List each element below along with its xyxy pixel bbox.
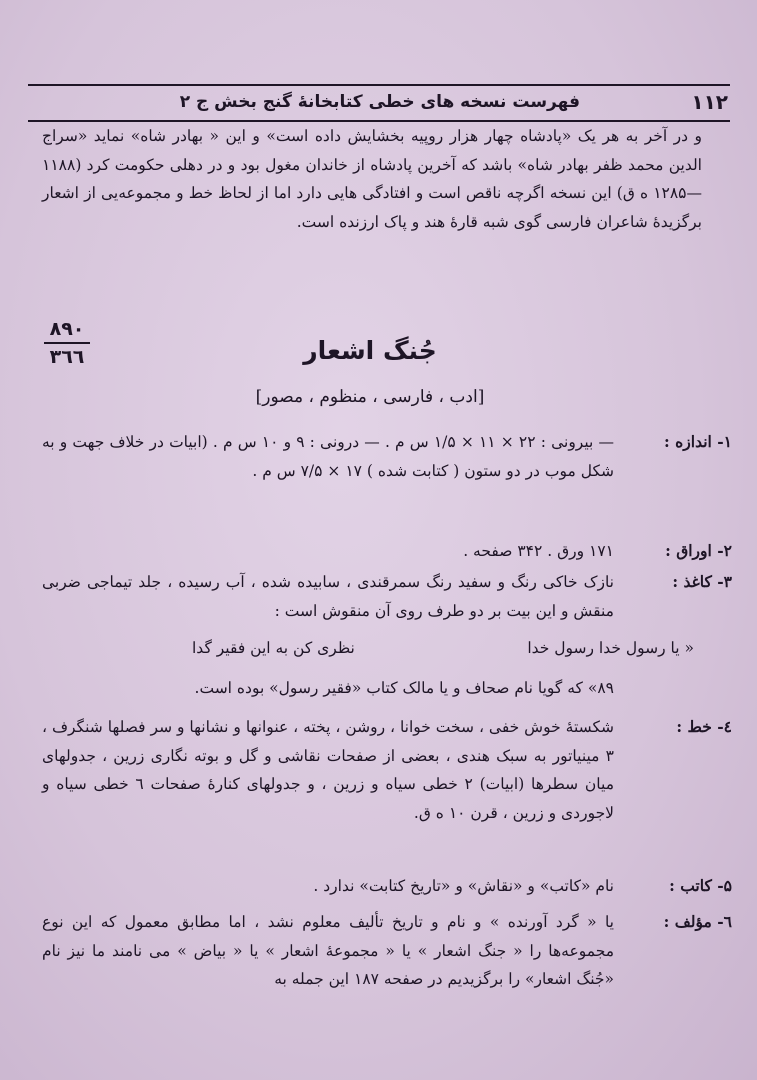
field-label: ۱- اندازه : bbox=[664, 432, 732, 451]
record-title: جُنگ اشعار bbox=[303, 336, 437, 365]
header-top-rule bbox=[28, 84, 730, 86]
page-number: ۱۱۲ bbox=[691, 90, 728, 114]
field-label: ٦- مؤلف : bbox=[663, 912, 732, 931]
field-label: ٤- خط : bbox=[676, 717, 732, 736]
field-text: نازک خاکی رنگ و سفید رنگ سمرقندی ، سابیده شده ، آب رسیده ، جلد تیماجی ضربی منقش و این بیت بر دو طرف روی آن منقوش است : bbox=[42, 573, 614, 620]
field-text: — بیرونی : ۲۲ × ۱۱ × ۱/۵ س م . — درونی : ۹ و ۱۰ س م . (ابیات در خلاف جهت و به شکل موب در دو ستون ( کتابت شده ) ۱۷ × ۷/۵ س م . bbox=[42, 433, 614, 480]
running-title: فهرست نسخه های خطی کتابخانهٔ گنج بخش ج ۲ bbox=[179, 92, 580, 112]
verse bbox=[192, 634, 694, 663]
number-divider bbox=[44, 342, 90, 344]
field-label: ۳- کاغذ : bbox=[672, 572, 732, 591]
field-label: ۲- اوراق : bbox=[665, 541, 732, 560]
record-number: ۸۹۰ bbox=[49, 318, 85, 340]
record-subject: [ادب ، فارسی ، منظوم ، مصور] bbox=[255, 387, 485, 407]
shelf-number: ۳٦٦ bbox=[49, 346, 85, 368]
intro-paragraph: و در آخر به هر یک «پادشاه چهار هزار روپیه بخشایش داده است» و این « بهادر شاه» نماید «سراج الدین محمد ظفر بهادر شاه» باشد که آخرین پادشاه از خاندان مغول بود و در دهلی حکومت کرد (۱۱۸۸—۱۲۸۵ ه ق) این نسخه اگرچه ناقص است و افتادگی هایی دارد اما از لحاظ خط و مجموعه‌یی از اشعار برگزیدهٔ شاعران فارسی گوی شبه قارهٔ هند و پاک ارزنده است. bbox=[42, 127, 702, 231]
field-text: ۱۷۱ ورق . ۳۴۲ صفحه . bbox=[463, 542, 614, 560]
field-text: یا « گرد آورنده » و نام و تاریخ تألیف معلوم نشد ، اما مطابق معمول که این نوع مجموعه‌ها را « جنگ اشعار » یا « مجموعهٔ اشعار » یا « بیاض » می نامند ما نیز نام «جُنگ اشعار» را برگزیدیم در صفحه ۱۸۷ این جمله به bbox=[42, 913, 614, 989]
running-header bbox=[28, 88, 730, 118]
field-text-continued: ۸۹» که گویا نام صحاف و یا مالک کتاب «فقیر رسول» بوده است. bbox=[194, 679, 614, 697]
verse-hemistich-2: نظری کن به این فقیر گدا bbox=[192, 639, 355, 657]
field-text: شکستهٔ خوش خفی ، سخت خوانا ، روشن ، پخته ، عنوانها و نشانها و سر فصلها شنگرف ، ۳ مینیاتور به سبک هندی ، بعضی از صفحات نقاشی و گل و بوته نگاری زرین ، جدولهای میان سطرها (ابیات) ۲ خطی سیاه و زرین ، و جدولهای کنارهٔ صفحات ٦ خطی سیاه و لاجوردی و زرین ، قرن ۱۰ ه ق. bbox=[42, 718, 614, 822]
record-number-block bbox=[44, 318, 90, 368]
field-text: نام «کاتب» و «نقاش» و «تاریخ کتابت» ندارد . bbox=[313, 877, 614, 895]
verse-hemistich-1: « یا رسول خدا رسول خدا bbox=[527, 639, 694, 657]
field-label: ۵- کاتب : bbox=[669, 876, 732, 895]
